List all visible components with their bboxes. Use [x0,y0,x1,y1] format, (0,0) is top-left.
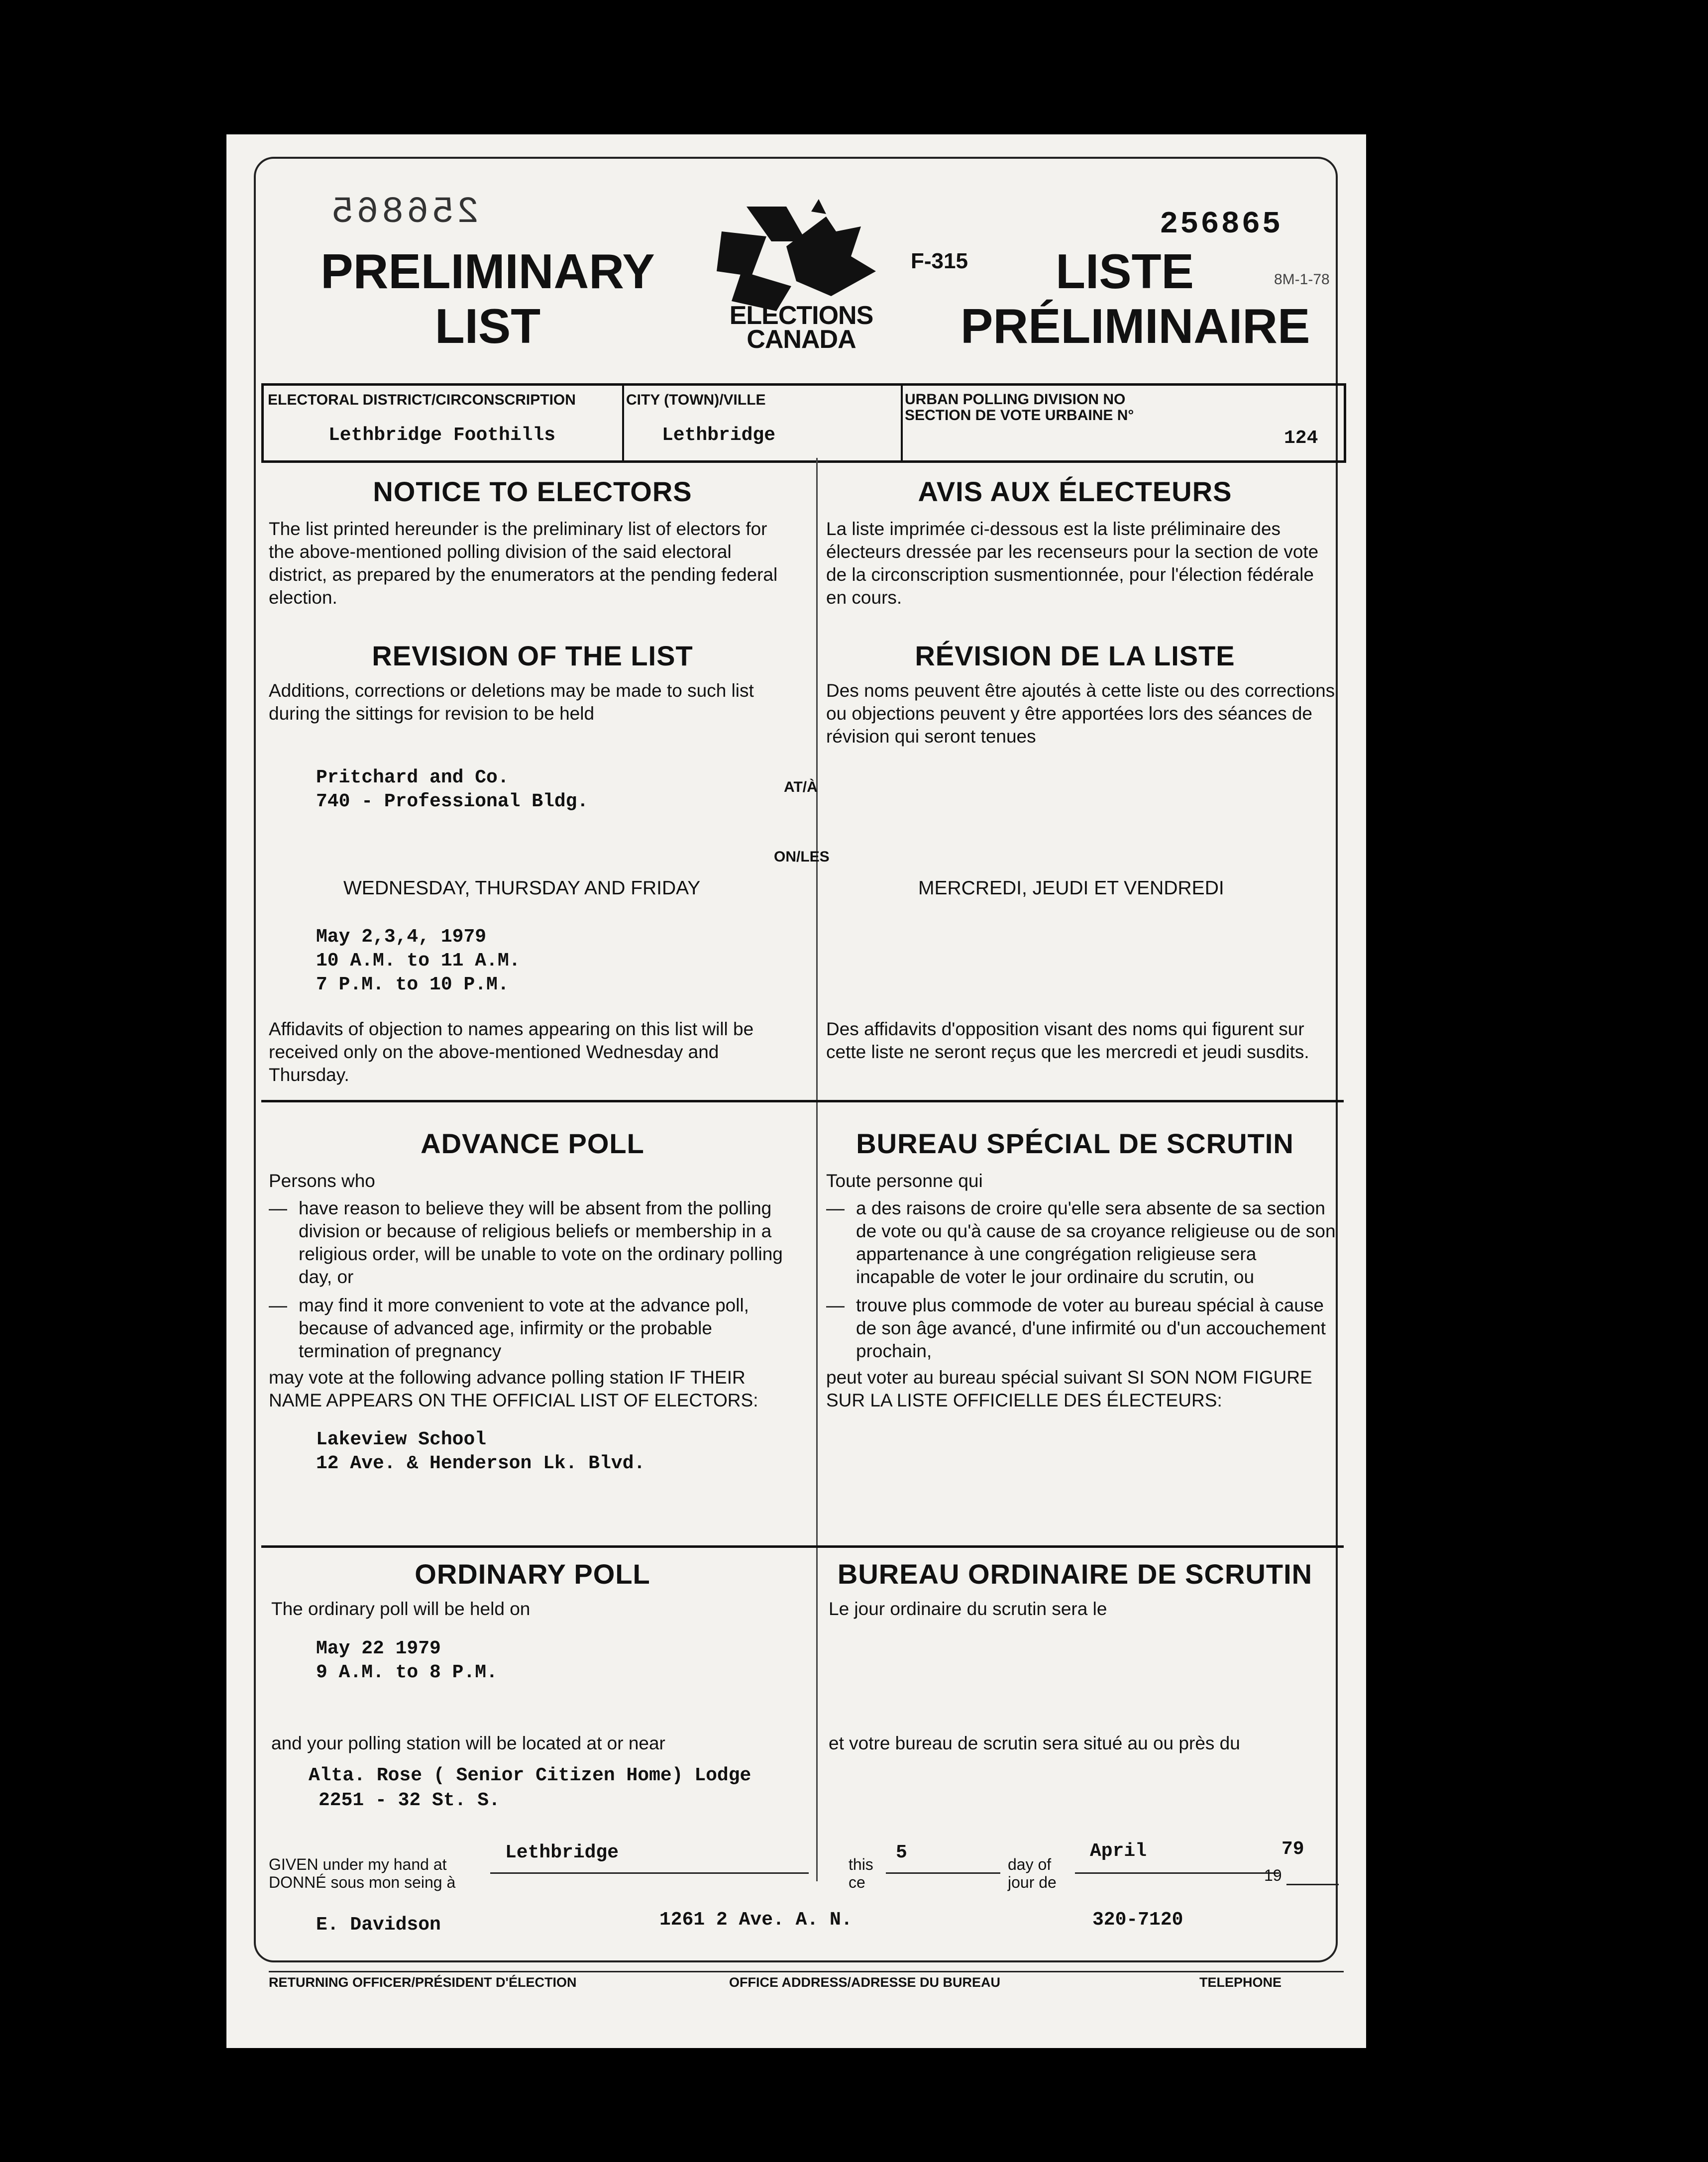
office-address: 1261 2 Ave. A. N. [659,1909,853,1931]
ordinary-title-en: ORDINARY POLL [415,1558,650,1590]
day-of-label [1008,1855,1057,1891]
title-french-line1: LISTE [1056,244,1194,299]
given-label [269,1855,455,1891]
notice-body-en: The list printed hereunder is the preliminary list of electors for the above-mentioned polling division of the said electoral district, as prepared by the enumerators at the pending federal election. [269,519,778,608]
notice-body-fr: La liste imprimée ci-dessous est la liste préliminaire des électeurs dressée par les recenseurs pour la section de vote de la circonscription susmentionnée, pour l'élection fédérale en cours. [826,519,1319,608]
title-english-line2: LIST [434,299,541,353]
city-label: CITY (TOWN)/VILLE [626,392,766,408]
title-english-line1: PRELIMINARY [320,244,655,299]
year-prefix: 19 [1264,1866,1282,1884]
day-line [886,1872,1000,1874]
advance-item2-fr-text: trouve plus commode de voter au bureau spécial à cause de son âge avancé, d'une infirmité ou d'un accouchement prochain, [856,1295,1326,1361]
advance-closing-fr: peut voter au bureau spécial suivant SI SON NOM FIGURE SUR LA LISTE OFFICIELLE DES ÉLECTEURS: [826,1367,1312,1410]
revision-time-2: 7 P.M. to 10 P.M. [316,974,509,995]
officer-name: E. Davidson [316,1914,441,1936]
title-english [314,244,662,353]
serial-number: 256865 [1160,207,1283,242]
officer-label: RETURNING OFFICER/PRÉSIDENT D'ÉLECTION [269,1975,577,1990]
month-line [1075,1872,1279,1874]
affidavit-en: Affidavits of objection to names appearing on this list will be received only on the above-mentioned Wednesday and Thursday. [269,1019,754,1085]
division-label-en: URBAN POLLING DIVISION NO [905,391,1126,408]
ordinary-station-fr: et votre bureau de scrutin sera situé au ou près du [829,1733,1240,1753]
bullet-dash: — [826,1295,845,1315]
advance-item2-fr [826,1294,1339,1363]
ordinary-intro-fr: Le jour ordinaire du scrutin sera le [829,1599,1107,1619]
day-of-label-en: day of [1008,1855,1052,1873]
signature-place: Lethbridge [505,1842,619,1863]
advance-item1-en [269,1197,786,1289]
ordinary-title-fr: BUREAU ORDINAIRE DE SCRUTIN [837,1558,1313,1590]
revision-dates: May 2,3,4, 1979 [316,926,487,948]
header-table [261,383,1346,463]
notice-title-fr: AVIS AUX ÉLECTEURS [918,476,1232,507]
given-label-fr: DONNÉ sous mon seing à [269,1873,456,1891]
this-label [849,1855,873,1891]
advance-item1-en-text: have reason to believe they will be absent from the polling division or because of religious beliefs or membership in a religious order, will be unable to vote on the ordinary polling day, or [299,1198,783,1287]
signature-month: April [1090,1840,1147,1862]
revision-days-fr: MERCREDI, JEUDI ET VENDREDI [918,877,1224,899]
address-label: OFFICE ADDRESS/ADRESSE DU BUREAU [729,1975,1001,1990]
given-label-en: GIVEN under my hand at [269,1855,447,1873]
revision-place-line2: 740 - Professional Bldg. [316,791,589,812]
ordinary-intro-en: The ordinary poll will be held on [271,1599,531,1619]
revision-time-1: 10 A.M. to 11 A.M. [316,950,521,972]
revision-days-en: WEDNESDAY, THURSDAY AND FRIDAY [343,877,701,899]
district-label: ELECTORAL DISTRICT/CIRCONSCRIPTION [268,392,576,408]
district-value: Lethbridge Foothills [328,425,556,446]
city-cell [622,386,903,460]
division-cell [901,386,1339,460]
this-label-en: this [849,1855,873,1873]
advance-item2-en [269,1294,786,1363]
revision-body-fr: Des noms peuvent être ajoutés à cette liste ou des corrections ou objections peuvent y être apportées lors des séances de révision qui seront tenues [826,680,1335,747]
form-number: F-315 [911,249,968,273]
advance-closing-en: may vote at the following advance polling station IF THEIR NAME APPEARS ON THE OFFICIAL LIST OF ELECTORS: [269,1367,758,1410]
advance-title-en: ADVANCE POLL [421,1128,644,1159]
advance-item1-fr-text: a des raisons de croire qu'elle sera absente de sa section de vote ou qu'à cause de sa croyance religieuse ou de son appartenance à une congrégation religieuse sera incapable de voter le jour ordinaire du scrutin, ou [856,1198,1336,1287]
bullet-dash: — [269,1295,287,1315]
this-label-fr: ce [849,1873,865,1891]
ordinary-place-line1: Alta. Rose ( Senior Citizen Home) Lodge [309,1765,751,1786]
division-number: 124 [1284,428,1318,449]
advance-place-line2: 12 Ave. & Henderson Lk. Blvd. [316,1453,645,1474]
title-french-line2: PRÉLIMINAIRE [961,299,1310,353]
serial-number-mirrored: 256865 [328,192,479,233]
advance-title-fr: BUREAU SPÉCIAL DE SCRUTIN [856,1128,1294,1159]
bullet-dash: — [826,1198,845,1218]
advance-intro-fr: Toute personne qui [826,1171,983,1191]
division-label-fr: SECTION DE VOTE URBAINE N° [905,407,1134,424]
signature-day: 5 [896,1842,907,1863]
section-divider [261,1100,1344,1102]
signature-year: 79 [1281,1838,1304,1860]
telephone-label: TELEPHONE [1199,1975,1282,1990]
form-code: 8M-1-78 [1274,271,1330,288]
city-value: Lethbridge [662,425,776,446]
at-label: AT/À [784,779,818,795]
revision-title-fr: RÉVISION DE LA LISTE [915,640,1235,671]
revision-place-line1: Pritchard and Co. [316,767,509,788]
advance-place-line1: Lakeview School [316,1429,487,1450]
affidavit-fr: Des affidavits d'opposition visant des noms qui figurent sur cette liste ne seront reçus que les mercredi et jeudi susdits. [826,1019,1309,1062]
logo-line2: CANADA [747,325,856,354]
section-divider [261,1545,1344,1548]
advance-item2-en-text: may find it more convenient to vote at the advance poll, because of advanced age, infirmity or the probable termination of pregnancy [299,1295,749,1361]
telephone-number: 320-7120 [1092,1909,1183,1931]
revision-body-en: Additions, corrections or deletions may be made to such list during the sittings for revision to be held [269,680,754,724]
year-line [1286,1884,1339,1885]
place-line [490,1872,809,1874]
on-label: ON/LES [774,849,830,865]
day-of-label-fr: jour de [1008,1873,1057,1891]
revision-title-en: REVISION OF THE LIST [372,640,693,671]
ordinary-station-en: and your polling station will be located at or near [271,1733,665,1753]
bullet-dash: — [269,1198,287,1218]
division-labels [905,392,1134,424]
advance-intro-en: Persons who [269,1171,375,1191]
notice-title-en: NOTICE TO ELECTORS [373,476,692,507]
signature-line [269,1971,1344,1972]
ordinary-time: 9 A.M. to 8 P.M. [316,1662,498,1683]
district-cell [264,386,624,460]
elections-canada-wordmark [712,301,891,354]
ordinary-date: May 22 1979 [316,1638,441,1659]
advance-item1-fr [826,1197,1339,1289]
ordinary-place-line2: 2251 - 32 St. S. [319,1790,500,1811]
logo-line1: ELECTIONS [729,301,873,330]
column-divider [816,458,818,1881]
